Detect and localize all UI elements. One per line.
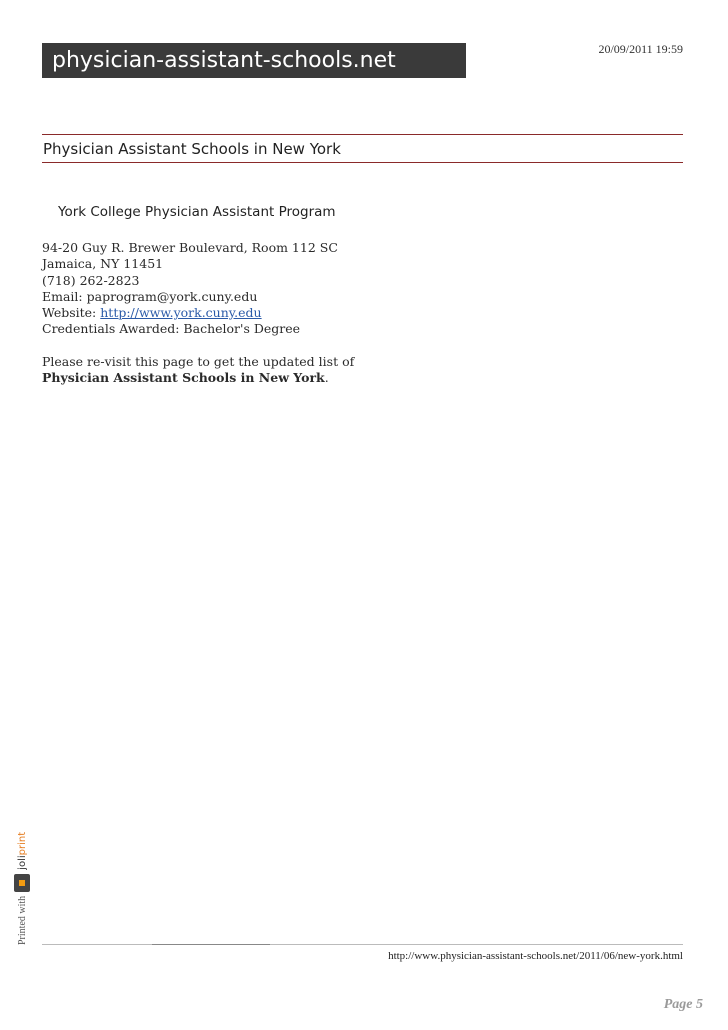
program-title: York College Physician Assistant Program bbox=[58, 204, 336, 220]
revisit-note bbox=[42, 354, 462, 387]
city-line: Jamaica, NY 11451 bbox=[42, 256, 164, 272]
footer-source-url: http://www.physician-assistant-schools.net/2011/06/new-york.html bbox=[388, 950, 683, 962]
joliprint-logo-icon bbox=[14, 874, 30, 892]
joliprint-wordmark-part1: joli bbox=[16, 855, 28, 870]
program-details bbox=[42, 240, 462, 338]
heading-bottom-rule bbox=[42, 162, 683, 163]
joliprint-wordmark bbox=[17, 832, 28, 870]
page-title: Physician Assistant Schools in New York bbox=[43, 140, 341, 158]
phone-line: (718) 262-2823 bbox=[42, 272, 140, 288]
print-timestamp: 20/09/2011 19:59 bbox=[598, 42, 683, 56]
printed-with-label: Printed with bbox=[16, 895, 28, 945]
revisit-line-2 bbox=[42, 370, 462, 386]
website-label: Website: bbox=[42, 305, 101, 321]
revisit-line: Please re-visit this page to get the updated list of bbox=[42, 354, 355, 369]
revisit-period: . bbox=[324, 370, 329, 386]
footer-rule bbox=[270, 944, 683, 945]
website-link[interactable]: http://www.york.cuny.edu bbox=[100, 305, 262, 321]
footer-rule-accent bbox=[152, 944, 270, 945]
address-line: 94-20 Guy R. Brewer Boulevard, Room 112 SC bbox=[42, 240, 338, 255]
revisit-bold-text: Physician Assistant Schools in New York bbox=[42, 370, 325, 386]
joliprint-wordmark-part2: print bbox=[16, 831, 28, 856]
page-number: Page 5 bbox=[663, 997, 703, 1012]
footer-rule bbox=[42, 944, 152, 945]
heading-top-rule bbox=[42, 134, 683, 135]
website-line bbox=[42, 305, 462, 321]
printed-with-badge bbox=[14, 832, 30, 945]
email-line: Email: paprogram@york.cuny.edu bbox=[42, 288, 258, 304]
credentials-line: Credentials Awarded: Bachelor's Degree bbox=[42, 321, 301, 337]
site-name-banner: physician-assistant-schools.net bbox=[42, 43, 466, 78]
